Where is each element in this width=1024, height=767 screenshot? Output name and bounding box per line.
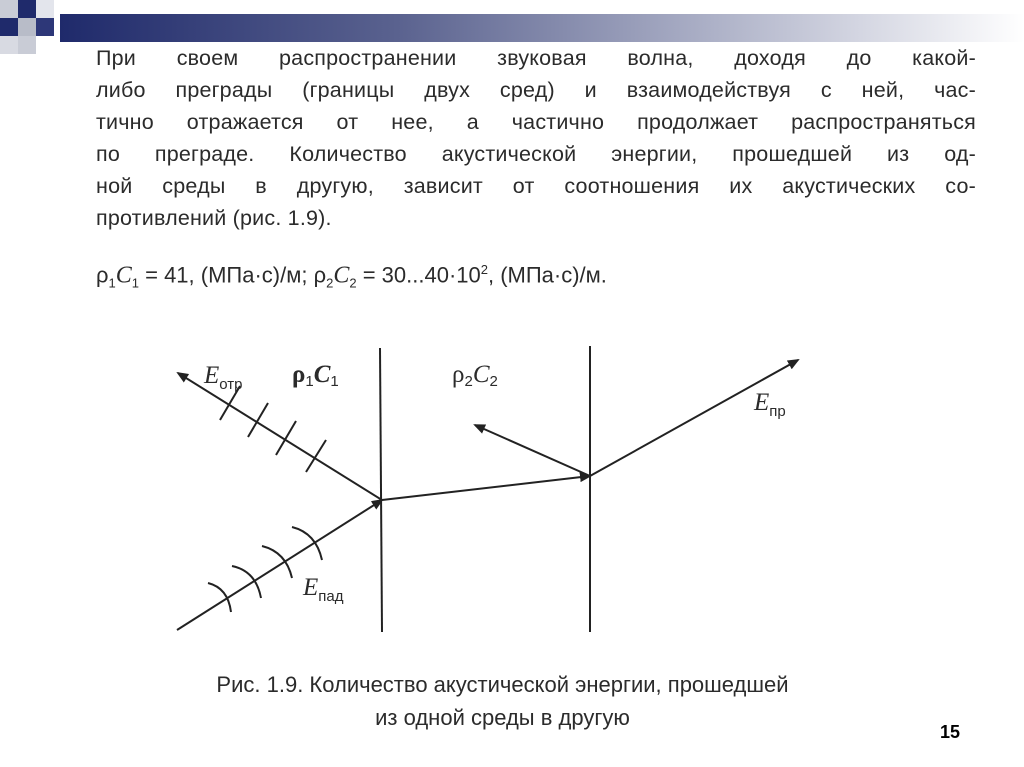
incident-ray <box>177 500 382 630</box>
body-line-5: ной среды в другую, зависит от соотношения их акустических со- <box>96 174 976 198</box>
c1-symbol: C <box>115 262 132 289</box>
body-line-4: по преграде. Количество акустической энергии, прошедшей из од- <box>96 142 976 166</box>
value2: = 30...40·10 <box>356 262 481 288</box>
medium2-label: ρ2C2 <box>452 361 498 390</box>
transmitted-ray-1 <box>382 476 590 500</box>
transmitted-ray-2 <box>590 360 798 476</box>
caption-line-2: из одной среды в другую <box>375 705 630 730</box>
impedance-formula: $\rho_1C_1 = 41$, (МПа·с)/м; $\rho_2C_2 = 30...40\cdot 10^2$, (МПа·с)/м. <box>96 262 607 291</box>
body-line-1: При своем распространении звуковая волна, доходя до какой- <box>96 46 976 70</box>
c2-symbol: C <box>333 262 350 289</box>
units1: , (МПа·с)/м; <box>188 262 314 288</box>
rho2-symbol: ρ <box>313 262 327 288</box>
second-reflected-ray <box>475 425 590 476</box>
boundary-1 <box>380 348 382 632</box>
medium1-label: ρ1C1 <box>292 361 339 390</box>
rho1-symbol: ρ <box>96 262 109 288</box>
caption-line-1: Рис. 1.9. Количество акустической энергии, прошедшей <box>216 672 789 697</box>
exponent: 2 <box>480 262 488 277</box>
incident-energy-label: $E_{пад}$ <box>303 574 344 605</box>
units2: , (МПа·с)/м. <box>487 262 607 288</box>
body-line-6: противлений (рис. 1.9). <box>96 206 332 230</box>
figure-caption <box>100 668 905 734</box>
reflected-energy-label: $E_{отр}$ <box>204 362 243 393</box>
body-line-3: тично отражается от нее, а частично продолжает распространяться <box>96 110 976 134</box>
body-line-2: либо преграды (границы двух сред) и взаимодействуя с ней, час- <box>96 78 976 102</box>
value1: = 41 <box>139 262 189 288</box>
transmitted-energy-label: $E_{пр}$ <box>754 389 786 420</box>
page-number: 15 <box>940 722 961 742</box>
reflected-ray <box>178 373 382 500</box>
